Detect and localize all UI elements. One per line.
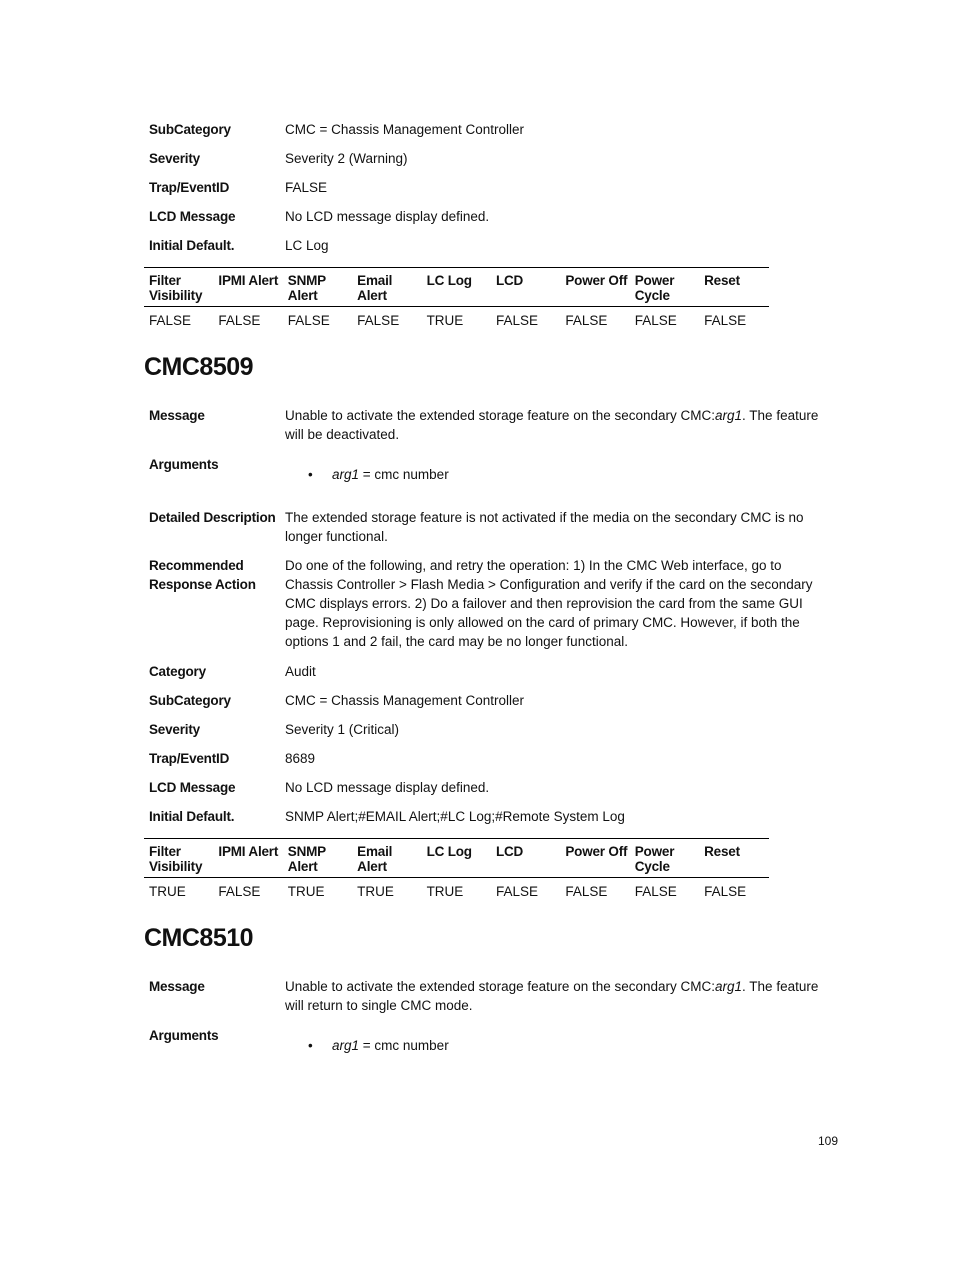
header-cell: Email Alert (357, 273, 393, 303)
kv-row (149, 178, 829, 197)
field-value: Severity 2 (Warning) (285, 151, 408, 166)
kv-row (149, 406, 829, 444)
field-value: Do one of the following, and retry the operation: 1) In the CMC Web interface, go to Chassis Controller > Flash Media > Configuration and verify if the card on the secondary CMC displays errors. 2) Do a failover and then reprovision the card from the same GUI page. Reprovisioning is only allowed on the card of primary CMC. However, if both the options 1 and 2 fail, the card may be no longer functional. (285, 558, 813, 649)
table-cell: FALSE (634, 313, 677, 328)
table-cell: FALSE (634, 884, 677, 899)
field-value: Unable to activate the extended storage feature on the secondary CMC:arg1. The feature will be deactivated. (285, 408, 819, 442)
header-cell: SNMP Alert (287, 844, 326, 874)
field-label: Severity (149, 151, 200, 166)
table-cell: FALSE (287, 313, 330, 328)
field-value: Unable to activate the extended storage feature on the secondary CMC:arg1. The feature will return to single CMC mode. (285, 979, 819, 1013)
kv-row (149, 977, 829, 1015)
header-cell: IPMI Alert (218, 844, 279, 859)
page-number: 109 (818, 1134, 839, 1148)
kv-row (149, 807, 829, 826)
kv-row (149, 455, 829, 474)
kv-row (149, 749, 829, 768)
kv-row (149, 662, 829, 681)
kv-row (149, 691, 829, 710)
field-value: The extended storage feature is not activated if the media on the secondary CMC is no longer functional. (285, 510, 804, 544)
table-cell: FALSE (357, 313, 400, 328)
section-title: CMC8509 (144, 353, 254, 381)
header-cell: Power Off (565, 844, 628, 859)
field-label: Recommended Response Action (149, 558, 256, 592)
bullet-icon: • (308, 1038, 313, 1053)
table-cell: FALSE (565, 313, 608, 328)
field-label: Initial Default. (149, 809, 235, 824)
field-value: Severity 1 (Critical) (285, 722, 400, 737)
header-cell: Power Cycle (634, 273, 675, 303)
header-cell: Reset (704, 273, 740, 288)
argument-text: arg1 = cmc number (332, 1038, 449, 1053)
table-cell: TRUE (287, 884, 325, 899)
field-value: No LCD message display defined. (285, 209, 490, 224)
kv-row (149, 120, 829, 139)
section-title: CMC8510 (144, 924, 254, 952)
table-cell: TRUE (426, 313, 464, 328)
header-cell: Email Alert (357, 844, 393, 874)
table-cell: TRUE (426, 884, 464, 899)
alert-filter-table (144, 267, 769, 337)
field-label: Message (149, 408, 205, 423)
field-label: Category (149, 664, 206, 679)
argument-item (308, 1038, 449, 1053)
header-cell: IPMI Alert (218, 273, 279, 288)
header-cell: Reset (704, 844, 740, 859)
kv-row (149, 207, 829, 226)
table-row (144, 878, 769, 908)
table-row (144, 307, 769, 337)
field-label: Arguments (149, 457, 219, 472)
header-cell: LCD (495, 844, 524, 859)
field-value: CMC = Chassis Management Controller (285, 122, 524, 137)
table-cell: FALSE (565, 884, 608, 899)
argument-item (308, 467, 449, 482)
header-cell: LC Log (426, 273, 472, 288)
field-label: Initial Default. (149, 238, 235, 253)
kv-row (149, 149, 829, 168)
kv-row (149, 556, 829, 651)
kv-row (149, 778, 829, 797)
field-value: Audit (285, 664, 316, 679)
field-label: Message (149, 979, 205, 994)
field-label: SubCategory (149, 693, 231, 708)
table-cell: FALSE (149, 313, 192, 328)
table-cell: FALSE (218, 313, 261, 328)
alert-filter-table (144, 838, 769, 908)
header-cell: LC Log (426, 844, 472, 859)
field-label: LCD Message (149, 209, 236, 224)
header-cell: Power Off (565, 273, 628, 288)
bullet-icon: • (308, 467, 313, 482)
header-cell: SNMP Alert (287, 273, 326, 303)
table-cell: TRUE (149, 884, 186, 899)
table-header (144, 267, 769, 307)
field-value: 8689 (285, 751, 316, 766)
field-label: Trap/EventID (149, 751, 230, 766)
table-cell: FALSE (704, 313, 747, 328)
header-cell: LCD (495, 273, 524, 288)
field-label: Trap/EventID (149, 180, 230, 195)
header-cell: Filter Visibility (149, 273, 203, 303)
field-value: FALSE (285, 180, 328, 195)
field-label: Arguments (149, 1028, 219, 1043)
table-cell: TRUE (357, 884, 394, 899)
field-label: LCD Message (149, 780, 236, 795)
argument-text: arg1 = cmc number (332, 467, 449, 482)
table-cell: FALSE (495, 884, 538, 899)
field-value: LC Log (285, 238, 329, 253)
kv-row (149, 236, 829, 255)
kv-row (149, 1026, 829, 1045)
field-value: SNMP Alert;#EMAIL Alert;#LC Log;#Remote System Log (285, 809, 625, 824)
table-cell: FALSE (218, 884, 261, 899)
table-cell: FALSE (495, 313, 538, 328)
field-label: Detailed Description (149, 510, 276, 525)
header-cell: Power Cycle (634, 844, 675, 874)
field-label: Severity (149, 722, 200, 737)
kv-row (149, 508, 829, 546)
field-value: CMC = Chassis Management Controller (285, 693, 524, 708)
table-header (144, 838, 769, 878)
kv-row (149, 720, 829, 739)
header-cell: Filter Visibility (149, 844, 203, 874)
field-label: SubCategory (149, 122, 231, 137)
field-value: No LCD message display defined. (285, 780, 490, 795)
table-cell: FALSE (704, 884, 747, 899)
